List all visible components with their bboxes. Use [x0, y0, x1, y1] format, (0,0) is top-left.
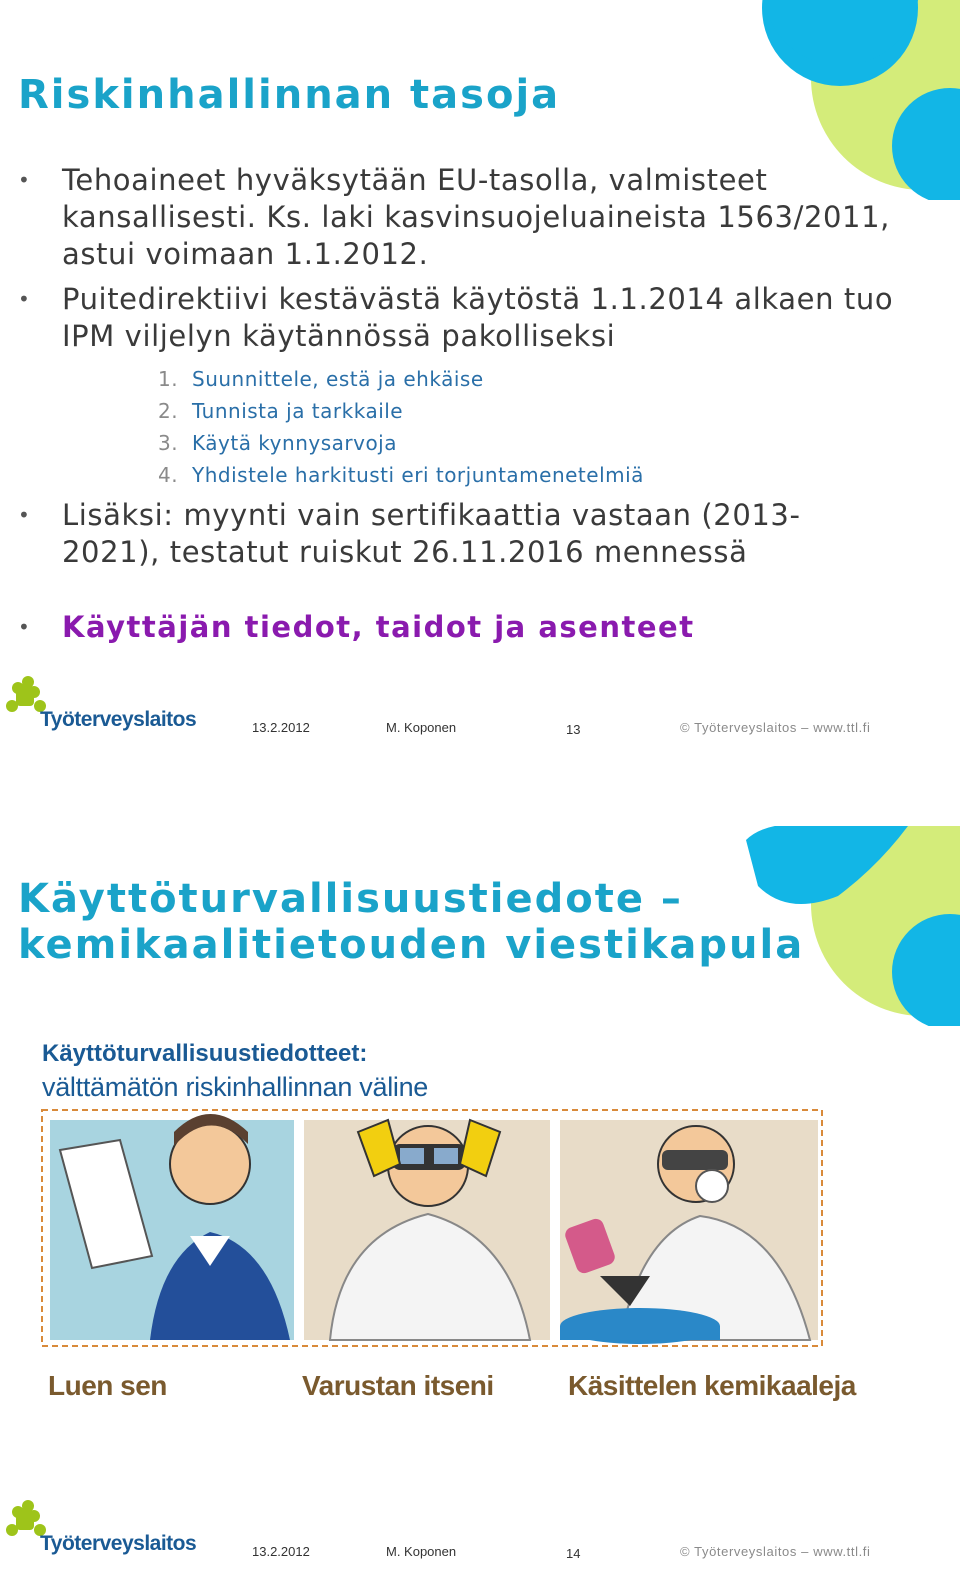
illustration-heading: Käyttöturvallisuustiedotteet: — [42, 1040, 368, 1067]
footer-author: M. Koponen — [386, 720, 457, 735]
slide-title-line-1: Käyttöturvallisuustiedote – — [18, 876, 683, 922]
bullet-text: Lisäksi: myynti vain sertifikaattia vastaan (2013-2021), testatut ruiskut 26.11.2016 mennessä — [62, 498, 801, 569]
bullet-item-highlight — [18, 609, 898, 646]
sublist-text: Yhdistele harkitusti eri torjuntamenetelmiä — [192, 463, 644, 487]
illustration-subheading: välttämätön riskinhallinnan väline — [42, 1072, 429, 1102]
footer-copyright: © Työterveyslaitos – www.ttl.fi — [680, 720, 871, 735]
footer-copyright: © Työterveyslaitos – www.ttl.fi — [680, 1544, 871, 1559]
footer-author: M. Koponen — [386, 1544, 457, 1559]
logo-wordmark: Työterveyslaitos — [40, 1532, 197, 1555]
slide-title — [18, 876, 804, 968]
bullet-dot: • — [18, 287, 31, 311]
bullet-text: Käyttäjän tiedot, taidot ja asenteet — [62, 610, 695, 644]
sublist-text: Tunnista ja tarkkaile — [192, 399, 404, 423]
footer-date: 13.2.2012 — [252, 1544, 310, 1559]
sublist-text: Suunnittele, estä ja ehkäise — [192, 367, 484, 391]
slide-14 — [0, 790, 960, 1572]
sublist-item — [158, 427, 898, 459]
bullet-dot: • — [18, 503, 31, 527]
footer-page-number: 14 — [566, 1546, 581, 1561]
slide-title: Riskinhallinnan tasoja — [18, 72, 561, 118]
numbered-sublist — [18, 363, 898, 491]
bullet-item — [18, 281, 898, 355]
sublist-item — [158, 395, 898, 427]
caption-equip: Varustan itseni — [302, 1370, 494, 1401]
footer-date: 13.2.2012 — [252, 720, 310, 735]
bullet-text: Puitedirektiivi kestävästä käytöstä 1.1.2014 alkaen tuo IPM viljelyn käytännössä pakolliseksi — [62, 282, 894, 353]
bullet-item — [18, 497, 898, 571]
bullet-item — [18, 162, 898, 273]
bullet-dot: • — [18, 168, 31, 192]
sublist-number: 2. — [158, 399, 179, 423]
sublist-number: 3. — [158, 431, 179, 455]
numbered-sublist-wrapper — [18, 363, 898, 491]
caption-handle: Käsittelen kemikaaleja — [568, 1370, 856, 1401]
bullet-text: Tehoaineet hyväksytään EU-tasolla, valmisteet kansallisesti. Ks. laki kasvinsuojeluaineista 1563/2011, astui voimaan 1.1.2012. — [62, 163, 890, 271]
caption-read: Luen sen — [48, 1370, 167, 1401]
footer-page-number: 13 — [566, 722, 581, 737]
sublist-item — [158, 363, 898, 395]
slide-footer — [0, 672, 960, 737]
bullet-dot: • — [18, 615, 32, 639]
sublist-number: 1. — [158, 367, 179, 391]
sublist-number: 4. — [158, 463, 179, 487]
bullet-list — [18, 162, 898, 654]
sublist-text: Käytä kynnysarvoja — [192, 431, 397, 455]
safety-illustration — [40, 1036, 840, 1406]
slide-title-line-2: kemikaalitietouden viestikapula — [18, 922, 805, 968]
slide-footer — [0, 1496, 960, 1561]
sublist-item — [158, 459, 898, 491]
logo-wordmark: Työterveyslaitos — [40, 708, 197, 731]
